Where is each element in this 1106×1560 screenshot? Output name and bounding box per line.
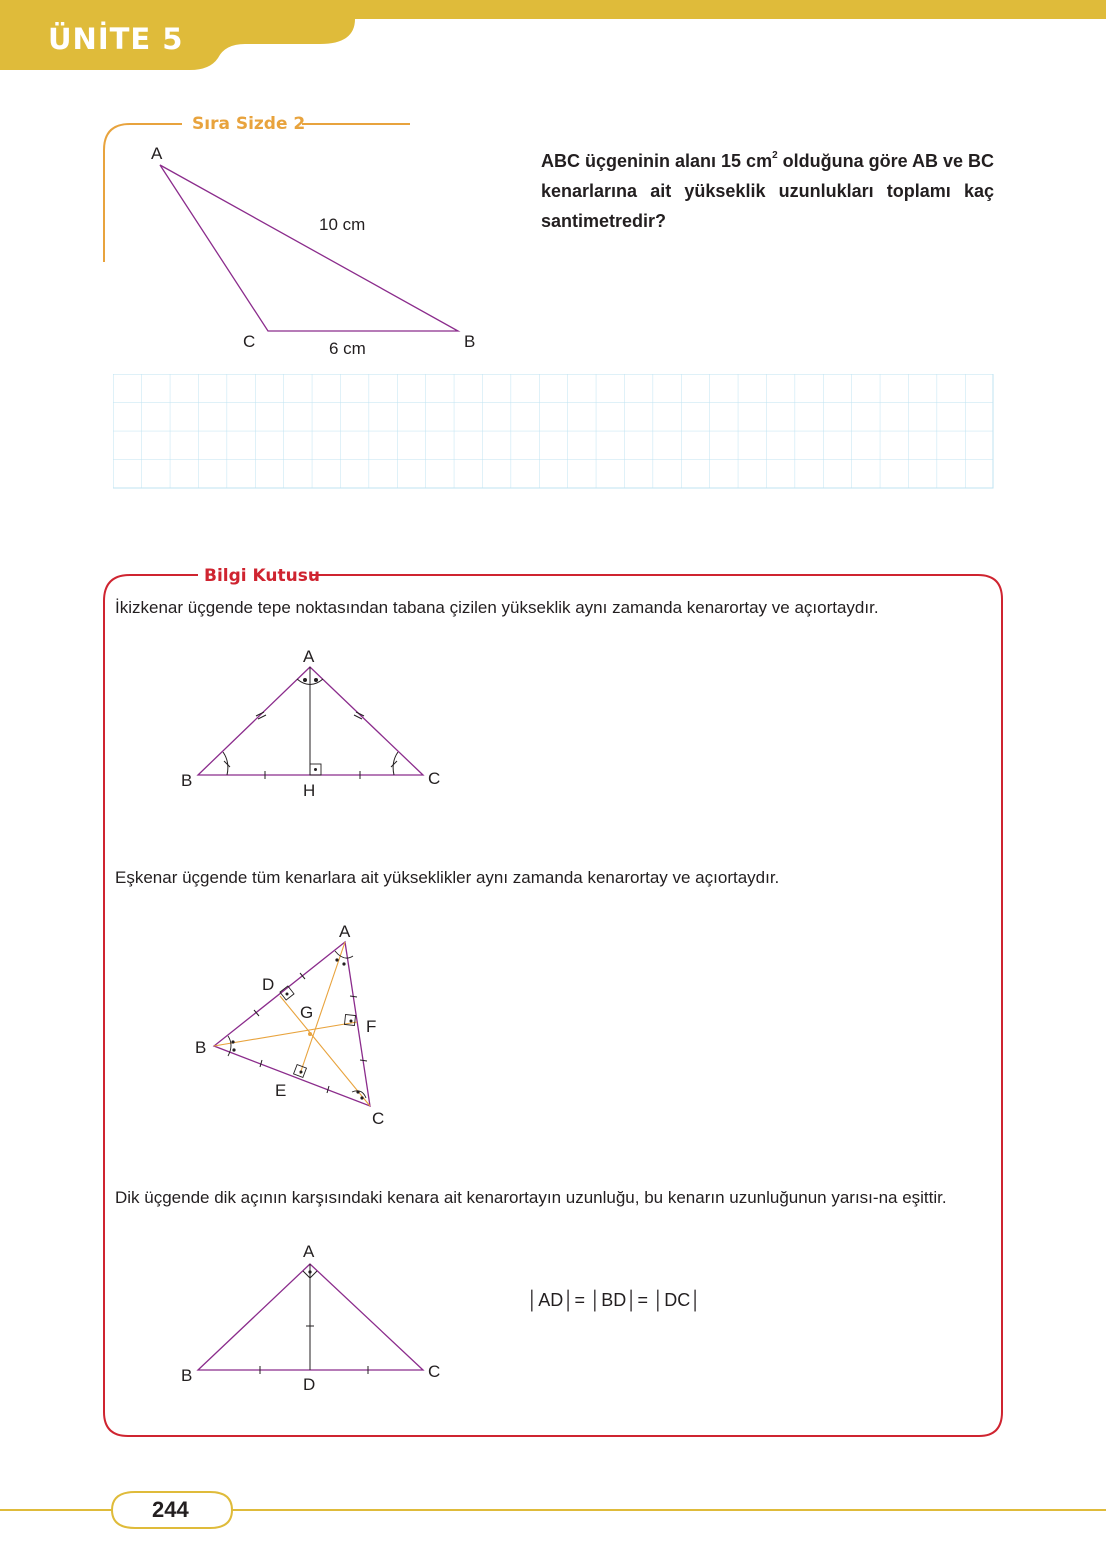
vertex-label-b: B	[464, 332, 476, 351]
eq-label-g: G	[300, 1003, 314, 1022]
right-triangle-text: Dik üçgende dik açının karşısındaki kenara ait kenarortayın uzunluğu, bu kenarın uzunluğunun yarısı-na eşittir.	[115, 1188, 947, 1207]
vertex-label-c: C	[243, 332, 256, 351]
iso-label-c: C	[428, 769, 441, 788]
bilgi-kutusu-title: Bilgi Kutusu	[204, 566, 320, 586]
right-label-c: C	[428, 1362, 441, 1381]
page-number: 244	[152, 1497, 189, 1522]
median-formula: │AD│= │BD│= │DC│	[527, 1290, 702, 1310]
right-label-a: A	[303, 1242, 315, 1261]
equilateral-text: Eşkenar üçgende tüm kenarlara ait yükseklikler aynı zamanda kenarortay ve açıortaydır.	[115, 868, 780, 887]
isosceles-text: İkizkenar üçgende tepe noktasından tabana çizilen yükseklik aynı zamanda kenarortay ve açıortaydır.	[115, 598, 879, 617]
right-label-d: D	[303, 1375, 316, 1394]
side-ab-length: 10 cm	[319, 215, 366, 234]
eq-label-a: A	[339, 922, 351, 941]
eq-label-d: D	[262, 975, 275, 994]
eq-label-e: E	[275, 1081, 287, 1100]
question-text: ABC üçgeninin alanı 15 $cm^2$ olduğuna göre AB ve BC kenarlarına ait yükseklik uzunlukları toplamı kaç santimetredir?	[541, 150, 995, 231]
vertex-label-a: A	[151, 144, 163, 163]
sira-sizde-title: Sıra Sizde 2	[192, 114, 306, 134]
iso-label-b: B	[181, 771, 193, 790]
right-label-b: B	[181, 1366, 193, 1385]
eq-label-b: B	[195, 1038, 207, 1057]
eq-label-f: F	[366, 1017, 377, 1036]
iso-label-h: H	[303, 781, 316, 800]
eq-label-c: C	[372, 1109, 385, 1128]
unit-title: ÜNİTE 5	[48, 22, 184, 56]
right-triangle-figure	[0, 0, 480, 1400]
iso-label-a: A	[303, 647, 315, 666]
side-cb-length: 6 cm	[329, 339, 366, 358]
